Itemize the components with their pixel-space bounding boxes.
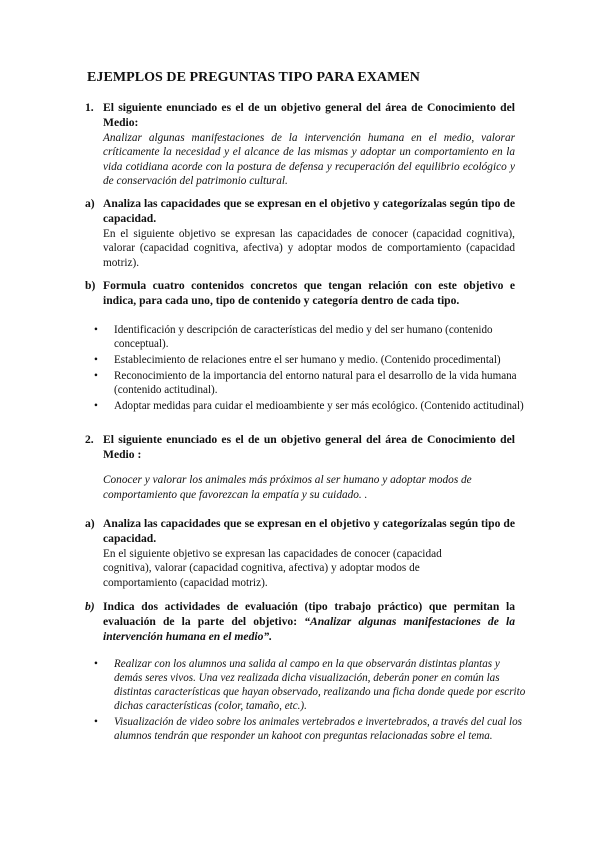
list-item: • Realizar con los alumnos una salida al campo en la que observarán distintas plantas y demás seres vivos. Una vez realizada dicha visualización, deberán poner en común las distintas características que hayan observado, realizando una ficha donde quede por escrito dichas características (color, tamaño, etc.).	[94, 658, 526, 712]
question-2-part-a-label: a)	[85, 517, 95, 530]
question-1	[85, 101, 515, 189]
question-2-part-b	[85, 600, 515, 644]
question-2-activities-list	[85, 657, 530, 745]
list-item: • Reconocimiento de la importancia del entorno natural para el desarrollo de la vida humana (contenido actitudinal).	[94, 370, 517, 396]
question-1-part-b-label: b)	[85, 279, 96, 292]
question-1-part-a-heading: Analiza las capacidades que se expresan en el objetivo y categorízalas según tipo de capacidad.	[103, 197, 515, 225]
question-1-part-a-answer: En el siguiente objetivo se expresan las capacidades de conocer (capacidad cognitiva), valorar (capacidad cognitiva, afectiva) y adoptar modos de comportamiento (capacidad motriz).	[103, 227, 515, 269]
question-1-heading: El siguiente enunciado es el de un objetivo general del área de Conocimiento del Medio:	[103, 101, 515, 129]
question-2-objective: Conocer y valorar los animales más próximos al ser humano y adoptar modos de comportamiento que favorezcan la empatía y su cuidado. .	[103, 474, 472, 501]
question-1-part-b-heading: Formula cuatro contenidos concretos que tengan relación con este objetivo e indica, para cada uno, tipo de contenido y categoría dentro de cada tipo.	[103, 279, 515, 307]
list-item: • Establecimiento de relaciones entre el ser humano y medio. (Contenido procedimental)	[94, 354, 501, 366]
list-item: • Visualización de video sobre los animales vertebrados e invertebrados, a través del cual los alumnos tendrán que responder un kahoot con preguntas relacionadas sobre el tema.	[94, 716, 522, 742]
question-1-part-a	[85, 197, 515, 270]
bullet-icon: •	[94, 354, 98, 366]
question-2-part-a-heading: Analiza las capacidades que se expresan en el objetivo y categorízalas según tipo de capacidad.	[103, 517, 515, 545]
question-1-part-a-label: a)	[85, 197, 95, 210]
list-item: • Adoptar medidas para cuidar el medioambiente y ser más ecológico. (Contenido actitudinal)	[94, 400, 524, 412]
question-2-part-b-heading: Indica dos actividades de evaluación (tipo trabajo práctico) que permitan la evaluación de la parte del objetivo:	[103, 600, 515, 628]
question-1-objective: Analizar algunas manifestaciones de la intervención humana en el medio, valorar críticamente la necesidad y el alcance de las mismas y adoptar un comportamiento en la vida cotidiana acorde con la postura de defensa y recuperación del equilibrio ecológico y de conservación del patrimonio cultural.	[103, 131, 515, 188]
question-2-heading: El siguiente enunciado es el de un objetivo general del área de Conocimiento del Medio :	[103, 433, 515, 461]
question-2-part-b-heading-block	[103, 600, 515, 644]
question-2-part-b-quote: “Analizar algunas manifestaciones de la intervención humana en el medio”.	[103, 614, 515, 643]
question-2	[85, 433, 515, 463]
question-1-number: 1.	[85, 101, 94, 114]
bullet-icon: •	[94, 716, 98, 728]
question-1-contents-list	[85, 323, 525, 415]
bullet-icon: •	[94, 370, 98, 382]
bullet-icon: •	[94, 324, 98, 336]
question-2-number: 2.	[85, 433, 94, 446]
bullet-icon: •	[94, 400, 98, 412]
question-2-part-b-label: b)	[85, 600, 95, 613]
question-2-objective-block	[85, 473, 515, 502]
document-title: EJEMPLOS DE PREGUNTAS TIPO PARA EXAMEN	[87, 70, 420, 85]
question-1-part-b	[85, 279, 515, 309]
question-2-part-a-answer: En el siguiente objetivo se expresan las capacidades de conocer (capacidad cognitiva), valorar (capacidad cognitiva, afectiva) y adoptar modos de comportamiento (capacidad motriz).	[103, 547, 442, 589]
question-2-part-a	[85, 517, 515, 590]
bullet-icon: •	[94, 658, 98, 670]
list-item: • Identificación y descripción de características del medio y del ser humano (contenido conceptual).	[94, 324, 493, 350]
